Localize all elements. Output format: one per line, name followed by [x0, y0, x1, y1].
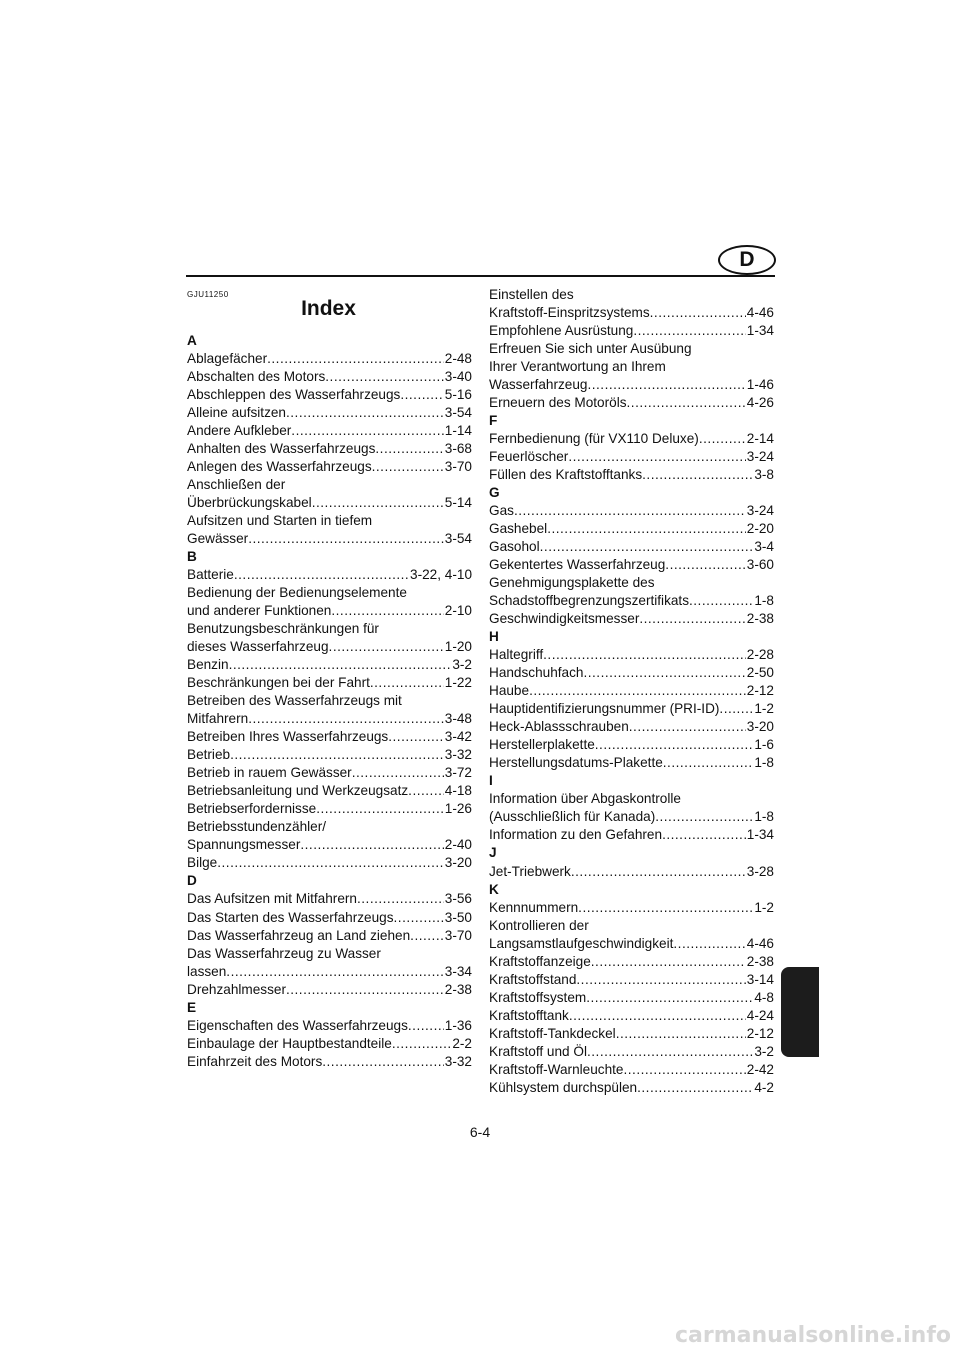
dot-leader — [568, 448, 745, 466]
index-entry — [187, 440, 472, 458]
index-entry — [489, 466, 774, 484]
index-entry-text: Herstellerplakette — [489, 737, 595, 753]
dot-leader — [372, 458, 444, 476]
index-letter-heading: G — [489, 485, 500, 501]
index-entry — [489, 322, 774, 340]
index-entry-text: Alleine aufsitzen — [187, 405, 286, 421]
index-entry-text: Kraftstoff-Warnleuchte — [489, 1061, 624, 1077]
dot-leader — [312, 494, 444, 512]
index-entry-text: Information zu den Gefahren — [489, 827, 663, 843]
index-entry-page: 1-34 — [746, 323, 774, 339]
index-entry-text: Eigenschaften des Wasserfahrzeugs — [187, 1017, 408, 1033]
index-entry-text: Betrieb in rauem Gewässer — [187, 765, 352, 781]
index-entry-continued-line: Betriebsstundenzähler/ — [187, 819, 327, 835]
index-entry-page: 4-24 — [746, 1007, 774, 1023]
index-letter-heading: A — [187, 333, 197, 348]
index-entry-page: 1-2 — [754, 899, 774, 915]
index-entry — [187, 909, 472, 927]
index-entry-page: 2-10 — [444, 603, 472, 619]
index-entry — [187, 836, 472, 854]
index-entry-page: 2-38 — [746, 611, 774, 627]
index-entry-text: Haube — [489, 683, 530, 699]
dot-leader — [325, 368, 444, 386]
index-entry-page: 3-72 — [444, 765, 472, 781]
index-entry — [187, 981, 472, 999]
index-entry-page: 4-46 — [746, 305, 774, 321]
dot-leader — [286, 404, 444, 422]
index-entry-text: Abschalten des Motors — [187, 369, 326, 385]
index-entry — [489, 520, 774, 538]
index-entry-continued-line: Einstellen des — [489, 287, 574, 302]
dot-leader — [583, 664, 745, 682]
index-entry-page: 1-34 — [746, 827, 774, 843]
index-entry — [187, 782, 472, 800]
index-entry-text: lassen — [187, 963, 227, 979]
index-entry-text: Langsamstlaufgeschwindigkeit — [489, 935, 674, 951]
dot-leader — [352, 764, 444, 782]
index-entry-page: 4-18 — [444, 783, 472, 799]
index-entry-page: 2-38 — [444, 981, 472, 997]
dot-leader — [248, 530, 444, 548]
index-entry-text: Geschwindigkeitsmesser — [489, 611, 640, 627]
index-entry-continued-line: Betreiben des Wasserfahrzeugs mit — [187, 693, 402, 709]
index-entry-page: 2-38 — [746, 953, 774, 969]
index-entry — [187, 602, 472, 620]
index-entry-text: Das Wasserfahrzeug an Land ziehen — [187, 927, 411, 943]
dot-leader — [529, 682, 746, 700]
index-entry — [489, 1079, 774, 1097]
index-entry-page: 3-14 — [746, 971, 774, 987]
index-entry-text: Kraftstoffanzeige — [489, 953, 591, 969]
index-letter-heading: I — [489, 773, 493, 789]
index-entry-page: 3-4 — [754, 539, 774, 555]
dot-leader — [665, 556, 745, 574]
index-letter-heading: H — [489, 629, 499, 645]
dot-leader — [591, 953, 746, 971]
index-entry-text: Füllen des Kraftstofftanks — [489, 467, 643, 483]
index-entry-text: Einbaulage der Hauptbestandteile — [187, 1035, 392, 1051]
index-entry-continued-line: Aufsitzen und Starten in tiefem — [187, 513, 373, 529]
index-entry-text: Beschränkungen bei der Fahrt — [187, 675, 370, 691]
index-entry — [187, 350, 472, 368]
index-entry — [489, 736, 774, 754]
index-entry — [489, 899, 774, 917]
index-entry-text: Einfahrzeit des Motors — [187, 1053, 323, 1069]
page-title: Index — [301, 297, 356, 320]
index-entry — [187, 746, 472, 764]
index-entry — [187, 854, 472, 872]
index-entry-page: 3-40 — [444, 369, 472, 385]
index-entry-page: 3-34 — [444, 963, 472, 979]
index-entry — [489, 376, 774, 394]
index-entry — [489, 935, 774, 953]
dot-leader — [719, 700, 753, 718]
dot-leader — [267, 350, 444, 368]
index-entry-text: Anlegen des Wasserfahrzeugs — [187, 459, 372, 475]
index-entry-text: Kraftstoffsystem — [489, 989, 587, 1005]
dot-leader — [400, 386, 443, 404]
index-entry — [187, 1017, 472, 1035]
index-entry-page: 3-70 — [444, 927, 472, 943]
index-entry-text: Feuerlöscher — [489, 449, 569, 465]
index-entry-continued-line: Erfreuen Sie sich unter Ausübung — [489, 341, 692, 357]
index-entry — [489, 502, 774, 520]
index-entry-text: Kraftstoffstand — [489, 971, 577, 987]
dot-leader — [322, 1053, 444, 1071]
index-entry-page: 3-32 — [444, 1053, 472, 1069]
dot-leader — [316, 800, 444, 818]
index-entry — [489, 971, 774, 989]
index-entry — [489, 754, 774, 772]
index-entry-text: Handschuhfach — [489, 665, 584, 681]
index-entry — [187, 710, 472, 728]
dot-leader — [627, 394, 746, 412]
dot-leader — [410, 927, 444, 945]
index-entry-page: 3-24 — [746, 503, 774, 519]
index-entry — [187, 764, 472, 782]
index-entry-text: Betriebserfordernisse — [187, 801, 317, 817]
index-entry-text: Abschleppen des Wasserfahrzeugs — [187, 387, 401, 403]
index-entry-text: Ablagefächer — [187, 351, 268, 367]
dot-leader — [514, 502, 746, 520]
index-entry-text: dieses Wasserfahrzeug — [187, 639, 329, 655]
index-entry — [187, 530, 472, 548]
index-entry-page: 2-40 — [444, 837, 472, 853]
index-entry — [187, 927, 472, 945]
dot-leader — [623, 1061, 745, 1079]
index-entry-continued-line: Benutzungsbeschränkungen für — [187, 621, 379, 637]
index-entry — [489, 1043, 774, 1061]
index-entry-continued-line: Information über Abgaskontrolle — [489, 791, 681, 807]
dot-leader — [578, 899, 753, 917]
index-entry-text: Kraftstoff und Öl — [489, 1043, 587, 1059]
index-entry — [187, 638, 472, 656]
index-entry-page: 2-12 — [746, 683, 774, 699]
dot-leader — [370, 674, 444, 692]
index-entry — [489, 556, 774, 574]
index-entry-text: Gewässer — [187, 531, 249, 547]
index-entry-page: 3-60 — [746, 557, 774, 573]
index-entry-page: 5-16 — [444, 387, 472, 403]
dot-leader — [408, 1017, 444, 1035]
dot-leader — [388, 728, 444, 746]
index-entry-page: 3-42 — [444, 729, 472, 745]
index-entry — [489, 953, 774, 971]
dot-leader — [394, 909, 444, 927]
index-entry — [187, 1053, 472, 1071]
index-entry — [489, 610, 774, 628]
index-entry — [489, 1007, 774, 1025]
index-entry — [187, 458, 472, 476]
index-entry-page: 4-2 — [754, 1079, 774, 1095]
index-entry-text: Betriebsanleitung und Werkzeugsatz — [187, 783, 409, 799]
index-entry-page: 3-54 — [444, 405, 472, 421]
index-entry — [489, 646, 774, 664]
index-entry — [489, 394, 774, 412]
index-letter-heading: E — [187, 999, 197, 1015]
index-entry-text: Kraftstoff-Tankdeckel — [489, 1025, 616, 1041]
index-entry-text: Benzin — [187, 657, 229, 673]
index-entry-page: 3-68 — [444, 441, 472, 457]
index-entry-page: 1-14 — [444, 423, 472, 439]
dot-leader — [587, 376, 745, 394]
dot-leader — [673, 935, 745, 953]
index-entry-page: 1-20 — [444, 639, 472, 655]
index-entry — [187, 674, 472, 692]
index-entry-page: 2-28 — [746, 647, 774, 663]
index-entry-text: Empfohlene Ausrüstung — [489, 323, 634, 339]
dot-leader — [642, 466, 753, 484]
index-column-right — [489, 286, 774, 1097]
dot-leader — [616, 1025, 746, 1043]
index-entry — [489, 700, 774, 718]
chapter-tab — [781, 967, 819, 1057]
index-entry-text: Überbrückungskabel — [187, 495, 312, 511]
index-entry-page: 2-48 — [444, 351, 472, 367]
index-entry-page: 3-56 — [444, 891, 472, 907]
index-entry-text: Wasserfahrzeug — [489, 377, 588, 393]
index-entry-page: 2-2 — [452, 1035, 472, 1051]
index-entry-text: Drehzahlmesser — [187, 981, 286, 997]
index-entry-page: 3-8 — [754, 467, 774, 483]
index-entry — [489, 538, 774, 556]
index-entry-text: Mitfahrern — [187, 711, 249, 727]
index-entry — [187, 800, 472, 818]
index-entry — [489, 430, 774, 448]
index-entry-text: Gas — [489, 503, 514, 519]
index-entry-page: 3-2 — [452, 657, 472, 673]
dot-leader — [392, 1035, 452, 1053]
index-entry-text: Anhalten des Wasserfahrzeugs — [187, 441, 376, 457]
index-entry-page: 1-22 — [444, 675, 472, 691]
index-entry — [187, 728, 472, 746]
index-entry-page: 1-46 — [746, 377, 774, 393]
index-entry — [489, 664, 774, 682]
dot-leader — [569, 1007, 746, 1025]
index-entry-text: Kühlsystem durchspülen — [489, 1079, 638, 1095]
index-entry-page: 1-2 — [754, 701, 774, 717]
index-entry — [187, 890, 472, 908]
dot-leader — [637, 1079, 753, 1097]
dot-leader — [217, 854, 444, 872]
index-entry-continued-line: Ihrer Verantwortung an Ihrem — [489, 359, 666, 375]
index-entry-page: 3-54 — [444, 531, 472, 547]
index-letter-heading: D — [187, 873, 197, 889]
index-entry-page: 1-36 — [444, 1017, 472, 1033]
index-entry — [187, 963, 472, 981]
index-entry-page: 3-70 — [444, 459, 472, 475]
index-letter-heading: B — [187, 549, 197, 565]
dot-leader — [650, 304, 746, 322]
index-entry-continued-line: Kontrollieren der — [489, 917, 589, 933]
section-code: GJU11250 — [187, 290, 229, 299]
index-entry-text: Kraftstofftank — [489, 1007, 569, 1023]
index-entry-page: 3-20 — [746, 719, 774, 735]
index-entry-text: Betreiben Ihres Wasserfahrzeugs — [187, 729, 389, 745]
index-entry-continued-line: Bedienung der Bedienungselemente — [187, 585, 407, 601]
index-entry-text: Erneuern des Motoröls — [489, 395, 627, 411]
dot-leader — [639, 610, 745, 628]
dot-leader — [586, 989, 753, 1007]
index-entry — [489, 592, 774, 610]
index-entry-text: Jet-Triebwerk — [489, 863, 571, 879]
index-entry — [187, 656, 472, 674]
index-entry-text: Das Starten des Wasserfahrzeugs — [187, 909, 394, 925]
index-entry-page: 1-8 — [754, 755, 774, 771]
index-entry — [187, 566, 472, 584]
index-entry — [489, 863, 774, 881]
dot-leader — [300, 836, 443, 854]
index-entry-text: Batterie — [187, 567, 234, 583]
index-entry-page: 3-28 — [746, 863, 774, 879]
index-entry — [489, 826, 774, 844]
index-entry — [187, 1035, 472, 1053]
index-letter-heading: J — [489, 845, 497, 861]
index-entry-page: 1-6 — [754, 737, 774, 753]
dot-leader — [248, 710, 444, 728]
index-column-left — [187, 332, 472, 1071]
index-entry-page: 2-14 — [746, 431, 774, 447]
dot-leader — [408, 782, 444, 800]
index-entry-text: Das Aufsitzen mit Mitfahrern — [187, 891, 357, 907]
index-entry — [187, 404, 472, 422]
dot-leader — [375, 440, 443, 458]
index-entry-page: 4-8 — [754, 989, 774, 1005]
index-entry-page: 2-42 — [746, 1061, 774, 1077]
index-entry-continued-line: Das Wasserfahrzeug zu Wasser — [187, 945, 381, 961]
index-entry — [187, 368, 472, 386]
dot-leader — [331, 602, 443, 620]
index-entry-page: 3-20 — [444, 855, 472, 871]
index-entry-page: 4-46 — [746, 935, 774, 951]
language-label: D — [739, 248, 755, 271]
dot-leader — [633, 322, 745, 340]
index-entry-text: Andere Aufkleber — [187, 423, 292, 439]
dot-leader — [234, 566, 409, 584]
index-letter-heading: F — [489, 413, 498, 429]
index-entry-text: Gasohol — [489, 539, 540, 555]
index-entry-page: 2-12 — [746, 1025, 774, 1041]
dot-leader — [291, 422, 443, 440]
index-entry — [489, 682, 774, 700]
index-entry — [187, 494, 472, 512]
index-entry-continued-line: Anschließen der — [187, 477, 286, 493]
index-entry-page: 1-8 — [754, 809, 774, 825]
dot-leader — [663, 754, 754, 772]
dot-leader — [357, 890, 444, 908]
index-entry — [489, 1061, 774, 1079]
dot-leader — [629, 718, 746, 736]
index-entry-text: Kraftstoff-Einspritzsystems — [489, 305, 650, 321]
watermark: carmanualsonline.info — [675, 1323, 951, 1348]
index-entry-page: 3-50 — [444, 909, 472, 925]
index-entry-text: Bilge — [187, 855, 218, 871]
index-entry-page: 1-26 — [444, 801, 472, 817]
dot-leader — [587, 1043, 753, 1061]
index-entry — [489, 304, 774, 322]
dot-leader — [576, 971, 745, 989]
dot-leader — [595, 736, 754, 754]
index-entry-page: 3-22, 4-10 — [410, 567, 472, 583]
index-entry-page: 2-50 — [746, 665, 774, 681]
dot-leader — [286, 981, 444, 999]
index-entry-page: 1-8 — [754, 593, 774, 609]
index-entry-text: Gekentertes Wasserfahrzeug — [489, 557, 666, 573]
dot-leader — [547, 520, 746, 538]
index-entry-text: Herstellungsdatums-Plakette — [489, 755, 663, 771]
language-badge — [718, 245, 776, 275]
index-letter-heading: K — [489, 881, 499, 897]
index-entry-text: Heck-Ablassschrauben — [489, 719, 629, 735]
dot-leader — [540, 538, 754, 556]
index-entry-page: 3-48 — [444, 711, 472, 727]
index-entry-text: Betrieb — [187, 747, 231, 763]
dot-leader — [230, 746, 444, 764]
index-entry-text: Spannungsmesser — [187, 837, 301, 853]
index-entry — [187, 422, 472, 440]
index-entry — [489, 989, 774, 1007]
index-entry-text: Fernbedienung (für VX110 Deluxe) — [489, 431, 699, 447]
index-entry-text: Gashebel — [489, 521, 548, 537]
index-entry-page: 5-14 — [444, 495, 472, 511]
index-entry — [489, 808, 774, 826]
header-rule — [186, 275, 775, 277]
index-entry — [489, 448, 774, 466]
dot-leader — [655, 808, 753, 826]
dot-leader — [543, 646, 746, 664]
index-entry-text: Haltegriff — [489, 647, 544, 663]
index-entry-page: 2-20 — [746, 521, 774, 537]
dot-leader — [229, 656, 452, 674]
dot-leader — [571, 863, 746, 881]
index-entry-page: 3-24 — [746, 449, 774, 465]
dot-leader — [662, 826, 746, 844]
index-entry-page: 3-32 — [444, 747, 472, 763]
index-entry-text: Hauptidentifizierungsnummer (PRI-ID) — [489, 701, 720, 717]
dot-leader — [699, 430, 746, 448]
index-entry-page: 4-26 — [746, 395, 774, 411]
dot-leader — [226, 963, 443, 981]
index-entry-text: (Ausschließlich für Kanada) — [489, 809, 656, 825]
index-entry — [489, 718, 774, 736]
index-entry-continued-line: Genehmigungsplakette des — [489, 575, 655, 591]
page-number: 6-4 — [469, 1124, 491, 1140]
index-entry — [187, 386, 472, 404]
index-entry-text: und anderer Funktionen — [187, 603, 332, 619]
index-entry-text: Kennnummern — [489, 899, 579, 915]
dot-leader — [689, 592, 753, 610]
index-entry-page: 3-2 — [754, 1043, 774, 1059]
dot-leader — [329, 638, 444, 656]
index-entry — [489, 1025, 774, 1043]
index-entry-text: Schadstoffbegrenzungszertifikats — [489, 593, 689, 609]
